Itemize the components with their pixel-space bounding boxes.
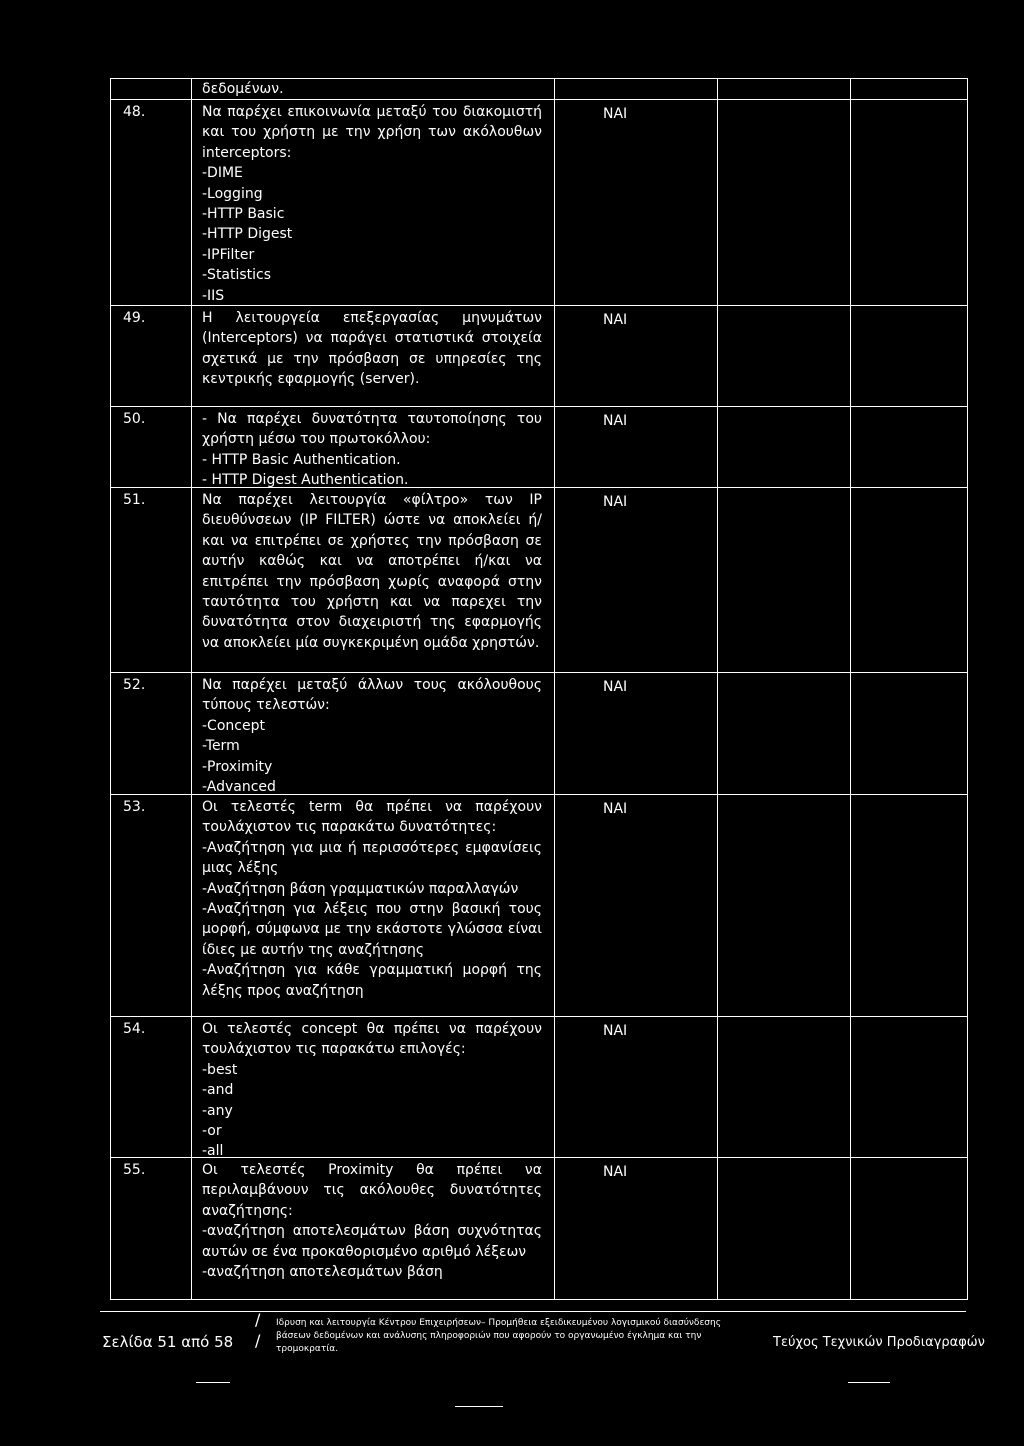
- row-description: Οι τελεστές term θα πρέπει να παρέχουν τουλάχιστον τις παρακάτω δυνατότητες: -Αναζήτηση για μια ή περισσότερες εμφανίσεις μιας λέξης -Αναζήτηση βάση γραμματικών παραλλαγών -Αναζήτηση για λέξεις που στην βασική τους μορφή, σύμφωνα με την εκάστοτε γλώσσα είναι ίδιες με αυτήν της αναζήτησης -Αναζήτηση για κάθε γραμματική μορφή της λέξης προς αναζήτηση: [202, 799, 542, 999]
- table-row: [111, 79, 967, 99]
- footer-slash: /: [255, 1331, 261, 1350]
- row-number: 53.: [123, 799, 146, 815]
- table-row: [111, 1017, 967, 1160]
- row-answer: ΝΑΙ: [603, 494, 628, 510]
- row-description: Οι τελεστές Proximity θα πρέπει να περιλαμβάνουν τις ακόλουθες δυνατότητες αναζήτησης: -αναζήτηση αποτελεσμάτων βάση συχνότητας αυτών σε ένα προκαθορισμένο αριθμό λέξεων -αναζήτηση αποτελεσμάτων βάση: [202, 1162, 542, 1281]
- row-description: Οι τελεστές concept θα πρέπει να παρέχουν τουλάχιστον τις παρακάτω επιλογές: -best -and -any -or -all: [202, 1021, 542, 1160]
- footer-mark: [455, 1406, 503, 1407]
- table-row: [111, 673, 967, 794]
- row-number: 54.: [123, 1021, 146, 1037]
- row-number: 49.: [123, 310, 146, 326]
- row-number: 50.: [123, 411, 146, 427]
- row-answer: ΝΑΙ: [603, 312, 628, 328]
- row-number: 52.: [123, 677, 146, 693]
- row-number: 48.: [123, 104, 146, 120]
- footer-rule: [100, 1311, 966, 1312]
- table-row: [111, 407, 967, 487]
- row-answer: ΝΑΙ: [603, 106, 628, 122]
- volume-label: Τεύχος Τεχνικών Προδιαγραφών: [773, 1335, 985, 1350]
- requirements-table: [110, 78, 968, 1300]
- project-title: Ιδρυση και λειτουργία Κέντρου Επιχειρήσεων– Προμήθεια εξειδικευμένου λογισμικού διασύνδεσης βάσεων δεδομένων και ανάλυσης πληροφοριών που αφορούν το οργανωμένο έγκλημα και την τρομοκρατία.: [276, 1318, 721, 1354]
- row-description: Να παρέχει μεταξύ άλλων τους ακόλουθους τύπους τελεστών: -Concept -Term -Proximity -Advanced: [202, 677, 542, 796]
- row-number: 55.: [123, 1162, 146, 1178]
- table-row: [111, 306, 967, 406]
- table-row: [111, 1158, 967, 1299]
- row-description: δεδομένων.: [202, 81, 284, 97]
- row-answer: ΝΑΙ: [603, 801, 628, 817]
- page-number: Σελίδα 51 από 58: [102, 1333, 234, 1351]
- row-description: Να παρέχει λειτουργία «φίλτρο» των IP διευθύνσεων (IP FILTER) ώστε να αποκλείει ή/και να επιτρέπει σε χρήστες την πρόσβαση σε αυτήν καθώς και να αποτρέπει ή/και να επιτρέπει την πρόσβαση χωρίς αναφορά στην ταυτότητα του χρήστη και να παρεχει την δυνατότητα στον διαχειριστή της εφαρμογής να αποκλείει μία συγκεκριμένη ομάδα χρηστών.: [202, 492, 542, 651]
- row-answer: ΝΑΙ: [603, 1023, 628, 1039]
- row-answer: ΝΑΙ: [603, 679, 628, 695]
- row-answer: ΝΑΙ: [603, 1164, 628, 1180]
- row-description: - Να παρέχει δυνατότητα ταυτοποίησης του χρήστη μέσω του πρωτοκόλλου: - HTTP Basic Authentication. - HTTP Digest Authentication.: [202, 411, 542, 489]
- footer-mark: [848, 1382, 890, 1383]
- row-answer: ΝΑΙ: [603, 413, 628, 429]
- row-number: 51.: [123, 492, 146, 508]
- footer-slash: /: [255, 1310, 261, 1329]
- footer-mark: [196, 1382, 230, 1383]
- table-row: [111, 795, 967, 1016]
- row-description: Η λειτουργεία επεξεργασίας μηνυμάτων (Interceptors) να παράγει στατιστικά στοιχεία σχετικά με την πρόσβαση σε υπηρεσίες της κεντρικής εφαρμογής (server).: [202, 310, 542, 388]
- table-row: [111, 488, 967, 672]
- row-description: Να παρέχει επικοινωνία μεταξύ του διακομιστή και του χρήστη με την χρήση των ακόλουθων interceptors: -DIME -Logging -HTTP Basic -HTTP Digest -IPFilter -Statistics -IIS: [202, 104, 542, 304]
- table-row: [111, 100, 967, 305]
